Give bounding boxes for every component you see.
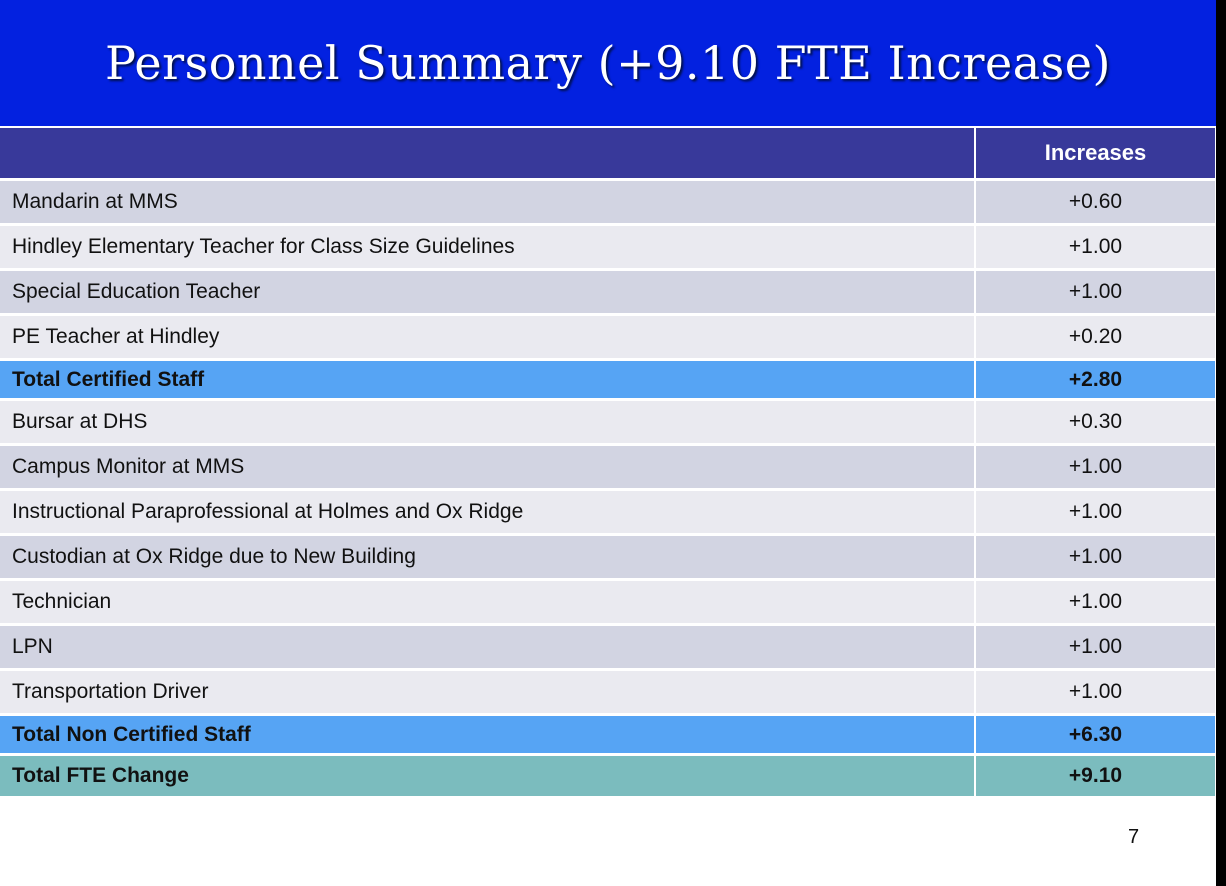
grand-total-row [0,755,1216,798]
row-value: +1.00 [975,490,1216,535]
table-row [0,180,1216,225]
row-value: +0.30 [975,400,1216,445]
row-label: Total FTE Change [0,755,975,798]
row-label: Custodian at Ox Ridge due to New Building [0,535,975,580]
subtotal-row-non-certified [0,715,1216,755]
row-label: PE Teacher at Hindley [0,315,975,360]
table-row [0,270,1216,315]
row-label: Hindley Elementary Teacher for Class Size Guidelines [0,225,975,270]
row-label: Instructional Paraprofessional at Holmes and Ox Ridge [0,490,975,535]
row-value: +1.00 [975,625,1216,670]
table-row [0,625,1216,670]
slide-title: Personnel Summary (+9.10 FTE Increase) [105,36,1111,90]
row-label: Total Certified Staff [0,360,975,400]
row-label: Campus Monitor at MMS [0,445,975,490]
table-row [0,400,1216,445]
row-label: Transportation Driver [0,670,975,715]
row-value: +1.00 [975,270,1216,315]
table-row [0,225,1216,270]
row-label: Mandarin at MMS [0,180,975,225]
table-row [0,535,1216,580]
personnel-table [0,128,1216,799]
table-row [0,670,1216,715]
row-value: +2.80 [975,360,1216,400]
table-row [0,490,1216,535]
header-position [0,128,975,180]
row-value: +1.00 [975,670,1216,715]
row-value: +1.00 [975,445,1216,490]
row-value: +9.10 [975,755,1216,798]
row-value: +1.00 [975,225,1216,270]
title-bar [0,0,1216,126]
table-row [0,315,1216,360]
row-label: Bursar at DHS [0,400,975,445]
header-increases: Increases [975,128,1216,180]
row-value: +1.00 [975,535,1216,580]
table-row [0,445,1216,490]
row-label: Total Non Certified Staff [0,715,975,755]
row-label: LPN [0,625,975,670]
row-value: +0.20 [975,315,1216,360]
row-label: Special Education Teacher [0,270,975,315]
table-row [0,580,1216,625]
subtotal-row-certified [0,360,1216,400]
row-value: +0.60 [975,180,1216,225]
table-header-row [0,128,1216,180]
row-value: +1.00 [975,580,1216,625]
row-value: +6.30 [975,715,1216,755]
page-number: 7 [1128,826,1140,848]
row-label: Technician [0,580,975,625]
